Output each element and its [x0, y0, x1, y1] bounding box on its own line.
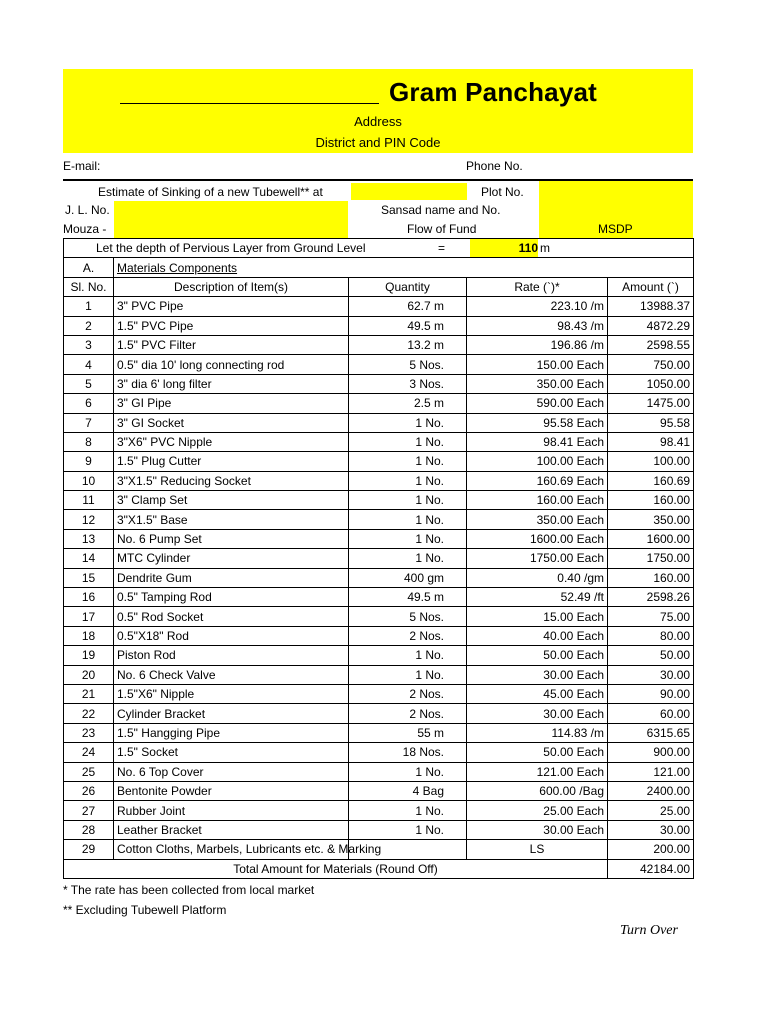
desc-cell: 1.5" PVC Pipe	[114, 316, 349, 335]
jl-mouza-field[interactable]	[114, 201, 348, 238]
fund-label: Flow of Fund	[407, 222, 477, 236]
rate-cell: 1750.00 Each	[467, 549, 608, 568]
table-row	[64, 529, 694, 548]
table-row	[64, 723, 694, 742]
amount-cell: 30.00	[608, 820, 694, 839]
qty-cell: 2.5 m	[349, 394, 467, 413]
qty-cell: 1 No.	[349, 801, 467, 820]
depth-label: Let the depth of Pervious Layer from Ground Level	[96, 241, 366, 255]
rate-cell: 50.00 Each	[467, 743, 608, 762]
estimate-info	[63, 181, 693, 238]
qty-cell: 1 No.	[349, 762, 467, 781]
table-row	[64, 316, 694, 335]
page-title: Gram Panchayat	[389, 77, 598, 107]
rate-cell: 121.00 Each	[467, 762, 608, 781]
desc-cell: Dendrite Gum	[114, 568, 349, 587]
amount-cell: 1050.00	[608, 374, 694, 393]
estimate-sheet	[63, 69, 693, 879]
table-row	[64, 491, 694, 510]
address-line: Address	[354, 114, 402, 129]
desc-cell: No. 6 Top Cover	[114, 762, 349, 781]
qty-cell: 1 No.	[349, 665, 467, 684]
qty-cell: 5 Nos.	[349, 355, 467, 374]
desc-cell: 3"X1.5" Reducing Socket	[114, 471, 349, 490]
rate-cell: 52.49 /ft	[467, 588, 608, 607]
table-row	[64, 568, 694, 587]
table-row	[64, 840, 694, 859]
table-row	[64, 452, 694, 471]
desc-cell: 1.5" PVC Filter	[114, 335, 349, 354]
sl-cell: 24	[64, 743, 114, 762]
amount-cell: 1600.00	[608, 529, 694, 548]
table-row	[64, 665, 694, 684]
table-row	[64, 394, 694, 413]
col-rate: Rate (`)*	[467, 277, 608, 296]
qty-cell: 62.7 m	[349, 297, 467, 316]
qty-cell: 1 No.	[349, 491, 467, 510]
phone-label: Phone No.	[466, 159, 523, 173]
rate-cell: 50.00 Each	[467, 646, 608, 665]
amount-cell: 200.00	[608, 840, 694, 859]
qty-cell: 55 m	[349, 723, 467, 742]
qty-cell: 1 No.	[349, 452, 467, 471]
desc-cell: 3" GI Pipe	[114, 394, 349, 413]
depth-eq: =	[438, 241, 446, 255]
rate-cell: 600.00 /Bag	[467, 781, 608, 800]
rate-cell: 45.00 Each	[467, 684, 608, 703]
table-row	[64, 335, 694, 354]
qty-cell: 1 No.	[349, 549, 467, 568]
desc-cell: 1.5" Hangging Pipe	[114, 723, 349, 742]
table-row	[64, 743, 694, 762]
sl-cell: 15	[64, 568, 114, 587]
desc-cell: MTC Cylinder	[114, 549, 349, 568]
amount-cell: 13988.37	[608, 297, 694, 316]
amount-cell: 2598.55	[608, 335, 694, 354]
amount-cell: 350.00	[608, 510, 694, 529]
sl-cell: 22	[64, 704, 114, 723]
qty-cell: 1 No.	[349, 820, 467, 839]
qty-cell: 1 No.	[349, 413, 467, 432]
rate-cell: 150.00 Each	[467, 355, 608, 374]
sl-cell: 27	[64, 801, 114, 820]
amount-cell: 160.00	[608, 568, 694, 587]
table-row	[64, 355, 694, 374]
sl-cell: 21	[64, 684, 114, 703]
email-label: E-mail:	[63, 159, 101, 173]
amount-cell: 75.00	[608, 607, 694, 626]
sl-cell: 20	[64, 665, 114, 684]
estimate-title: Estimate of Sinking of a new Tubewell** at	[98, 185, 323, 199]
desc-cell: 0.5" Rod Socket	[114, 607, 349, 626]
qty-cell: 2 Nos.	[349, 684, 467, 703]
amount-cell: 4872.29	[608, 316, 694, 335]
fund-value: MSDP	[598, 222, 633, 236]
amount-cell: 95.58	[608, 413, 694, 432]
sl-cell: 16	[64, 588, 114, 607]
sl-cell: 23	[64, 723, 114, 742]
sl-cell: 13	[64, 529, 114, 548]
amount-cell: 160.00	[608, 491, 694, 510]
qty-cell: 1 No.	[349, 510, 467, 529]
rate-cell: 98.41 Each	[467, 432, 608, 451]
rate-cell: 160.00 Each	[467, 491, 608, 510]
sl-cell: 26	[64, 781, 114, 800]
desc-cell: 3" GI Socket	[114, 413, 349, 432]
rate-cell: 350.00 Each	[467, 510, 608, 529]
sl-cell: 9	[64, 452, 114, 471]
col-desc: Description of Item(s)	[114, 277, 349, 296]
header-block	[63, 69, 693, 153]
rate-cell: 30.00 Each	[467, 665, 608, 684]
amount-cell: 30.00	[608, 665, 694, 684]
qty-cell: 13.2 m	[349, 335, 467, 354]
section-letter: A.	[64, 258, 114, 277]
depth-value: 110	[470, 239, 538, 257]
amount-cell: 80.00	[608, 626, 694, 645]
rate-cell: 350.00 Each	[467, 374, 608, 393]
rate-cell: 590.00 Each	[467, 394, 608, 413]
amount-cell: 90.00	[608, 684, 694, 703]
desc-cell: 0.5" Tamping Rod	[114, 588, 349, 607]
qty-cell: 1 No.	[349, 529, 467, 548]
desc-cell: 3" Clamp Set	[114, 491, 349, 510]
desc-cell: 3" dia 6' long filter	[114, 374, 349, 393]
amount-cell: 750.00	[608, 355, 694, 374]
note-rate: * The rate has been collected from local market	[63, 883, 315, 897]
sl-cell: 5	[64, 374, 114, 393]
table-row	[64, 432, 694, 451]
qty-cell: 49.5 m	[349, 588, 467, 607]
rate-cell: 0.40 /gm	[467, 568, 608, 587]
table-row	[64, 607, 694, 626]
rate-cell: 1600.00 Each	[467, 529, 608, 548]
col-sl: Sl. No.	[64, 277, 114, 296]
sl-cell: 18	[64, 626, 114, 645]
sl-cell: 6	[64, 394, 114, 413]
depth-row	[64, 239, 694, 258]
table-row	[64, 374, 694, 393]
table-row	[64, 471, 694, 490]
table-row	[64, 704, 694, 723]
qty-cell: 5 Nos.	[349, 607, 467, 626]
amount-cell: 160.69	[608, 471, 694, 490]
sl-cell: 8	[64, 432, 114, 451]
rate-cell: 30.00 Each	[467, 704, 608, 723]
section-row	[64, 258, 694, 277]
rate-cell: 160.69 Each	[467, 471, 608, 490]
total-row	[64, 859, 694, 878]
rate-cell: 30.00 Each	[467, 820, 608, 839]
qty-cell: 3 Nos.	[349, 374, 467, 393]
sl-cell: 17	[64, 607, 114, 626]
desc-cell: 0.5"X18" Rod	[114, 626, 349, 645]
rate-cell: 15.00 Each	[467, 607, 608, 626]
col-qty: Quantity	[349, 277, 467, 296]
note-platform: ** Excluding Tubewell Platform	[63, 903, 227, 917]
table-row	[64, 781, 694, 800]
amount-cell: 50.00	[608, 646, 694, 665]
plot-label: Plot No.	[481, 185, 524, 199]
sl-cell: 28	[64, 820, 114, 839]
amount-cell: 100.00	[608, 452, 694, 471]
amount-cell: 1750.00	[608, 549, 694, 568]
table-row	[64, 626, 694, 645]
qty-cell: 49.5 m	[349, 316, 467, 335]
rate-cell: 114.83 /m	[467, 723, 608, 742]
amount-cell: 2598.26	[608, 588, 694, 607]
table-row	[64, 413, 694, 432]
qty-cell: 2 Nos.	[349, 704, 467, 723]
rate-cell: LS	[467, 840, 608, 859]
qty-cell: 2 Nos.	[349, 626, 467, 645]
table-row	[64, 801, 694, 820]
depth-unit: m	[540, 241, 550, 255]
amount-cell: 2400.00	[608, 781, 694, 800]
rate-cell: 95.58 Each	[467, 413, 608, 432]
desc-cell: Rubber Joint	[114, 801, 349, 820]
table-row	[64, 549, 694, 568]
sl-cell: 7	[64, 413, 114, 432]
sl-cell: 14	[64, 549, 114, 568]
desc-cell: Cotton Cloths, Marbels, Lubricants etc. & Marking	[114, 840, 349, 859]
sl-cell: 4	[64, 355, 114, 374]
qty-cell: 4 Bag	[349, 781, 467, 800]
sl-cell: 12	[64, 510, 114, 529]
desc-cell: Piston Rod	[114, 646, 349, 665]
qty-cell: 1 No.	[349, 646, 467, 665]
col-amount: Amount (`)	[608, 277, 694, 296]
desc-cell: Bentonite Powder	[114, 781, 349, 800]
amount-cell: 900.00	[608, 743, 694, 762]
qty-cell: 1 No.	[349, 471, 467, 490]
contact-row	[63, 153, 693, 181]
district-line: District and PIN Code	[315, 135, 441, 150]
mouza-label: Mouza -	[63, 222, 107, 236]
desc-cell: 1.5" Socket	[114, 743, 349, 762]
turn-over: Turn Over	[620, 923, 678, 938]
sl-cell: 3	[64, 335, 114, 354]
desc-cell: Cylinder Bracket	[114, 704, 349, 723]
qty-cell: 400 gm	[349, 568, 467, 587]
desc-cell: No. 6 Check Valve	[114, 665, 349, 684]
amount-cell: 6315.65	[608, 723, 694, 742]
qty-cell: 18 Nos.	[349, 743, 467, 762]
table-row	[64, 297, 694, 316]
desc-cell: 1.5" Plug Cutter	[114, 452, 349, 471]
amount-cell: 25.00	[608, 801, 694, 820]
desc-cell: 3"X6" PVC Nipple	[114, 432, 349, 451]
desc-cell: 0.5" dia 10' long connecting rod	[114, 355, 349, 374]
materials-table	[63, 238, 694, 879]
amount-cell: 121.00	[608, 762, 694, 781]
rate-cell: 223.10 /m	[467, 297, 608, 316]
sl-cell: 25	[64, 762, 114, 781]
qty-cell: 1 No.	[349, 432, 467, 451]
rate-cell: 25.00 Each	[467, 801, 608, 820]
table-row	[64, 820, 694, 839]
table-row	[64, 762, 694, 781]
jl-label: J. L. No.	[65, 203, 110, 217]
sansad-label: Sansad name and No.	[381, 203, 501, 217]
plot-no-field[interactable]	[539, 181, 693, 219]
rate-cell: 40.00 Each	[467, 626, 608, 645]
desc-cell: 3" PVC Pipe	[114, 297, 349, 316]
desc-cell: 1.5"X6" Nipple	[114, 684, 349, 703]
amount-cell: 98.41	[608, 432, 694, 451]
sl-cell: 10	[64, 471, 114, 490]
table-row	[64, 684, 694, 703]
sl-cell: 29	[64, 840, 114, 859]
rate-cell: 98.43 /m	[467, 316, 608, 335]
sl-cell: 2	[64, 316, 114, 335]
column-headers	[64, 277, 694, 296]
sl-cell: 19	[64, 646, 114, 665]
desc-cell: No. 6 Pump Set	[114, 529, 349, 548]
table-row	[64, 510, 694, 529]
rate-cell: 196.86 /m	[467, 335, 608, 354]
amount-cell: 60.00	[608, 704, 694, 723]
total-value: 42184.00	[608, 859, 694, 878]
section-title: Materials Components	[117, 260, 238, 275]
sl-cell: 11	[64, 491, 114, 510]
desc-cell: Leather Bracket	[114, 820, 349, 839]
location-field[interactable]	[351, 183, 467, 200]
table-row	[64, 646, 694, 665]
amount-cell: 1475.00	[608, 394, 694, 413]
gp-name-blank	[120, 103, 379, 104]
sl-cell: 1	[64, 297, 114, 316]
rate-cell: 100.00 Each	[467, 452, 608, 471]
table-row	[64, 588, 694, 607]
desc-cell: 3"X1.5" Base	[114, 510, 349, 529]
total-label: Total Amount for Materials (Round Off)	[64, 859, 608, 878]
